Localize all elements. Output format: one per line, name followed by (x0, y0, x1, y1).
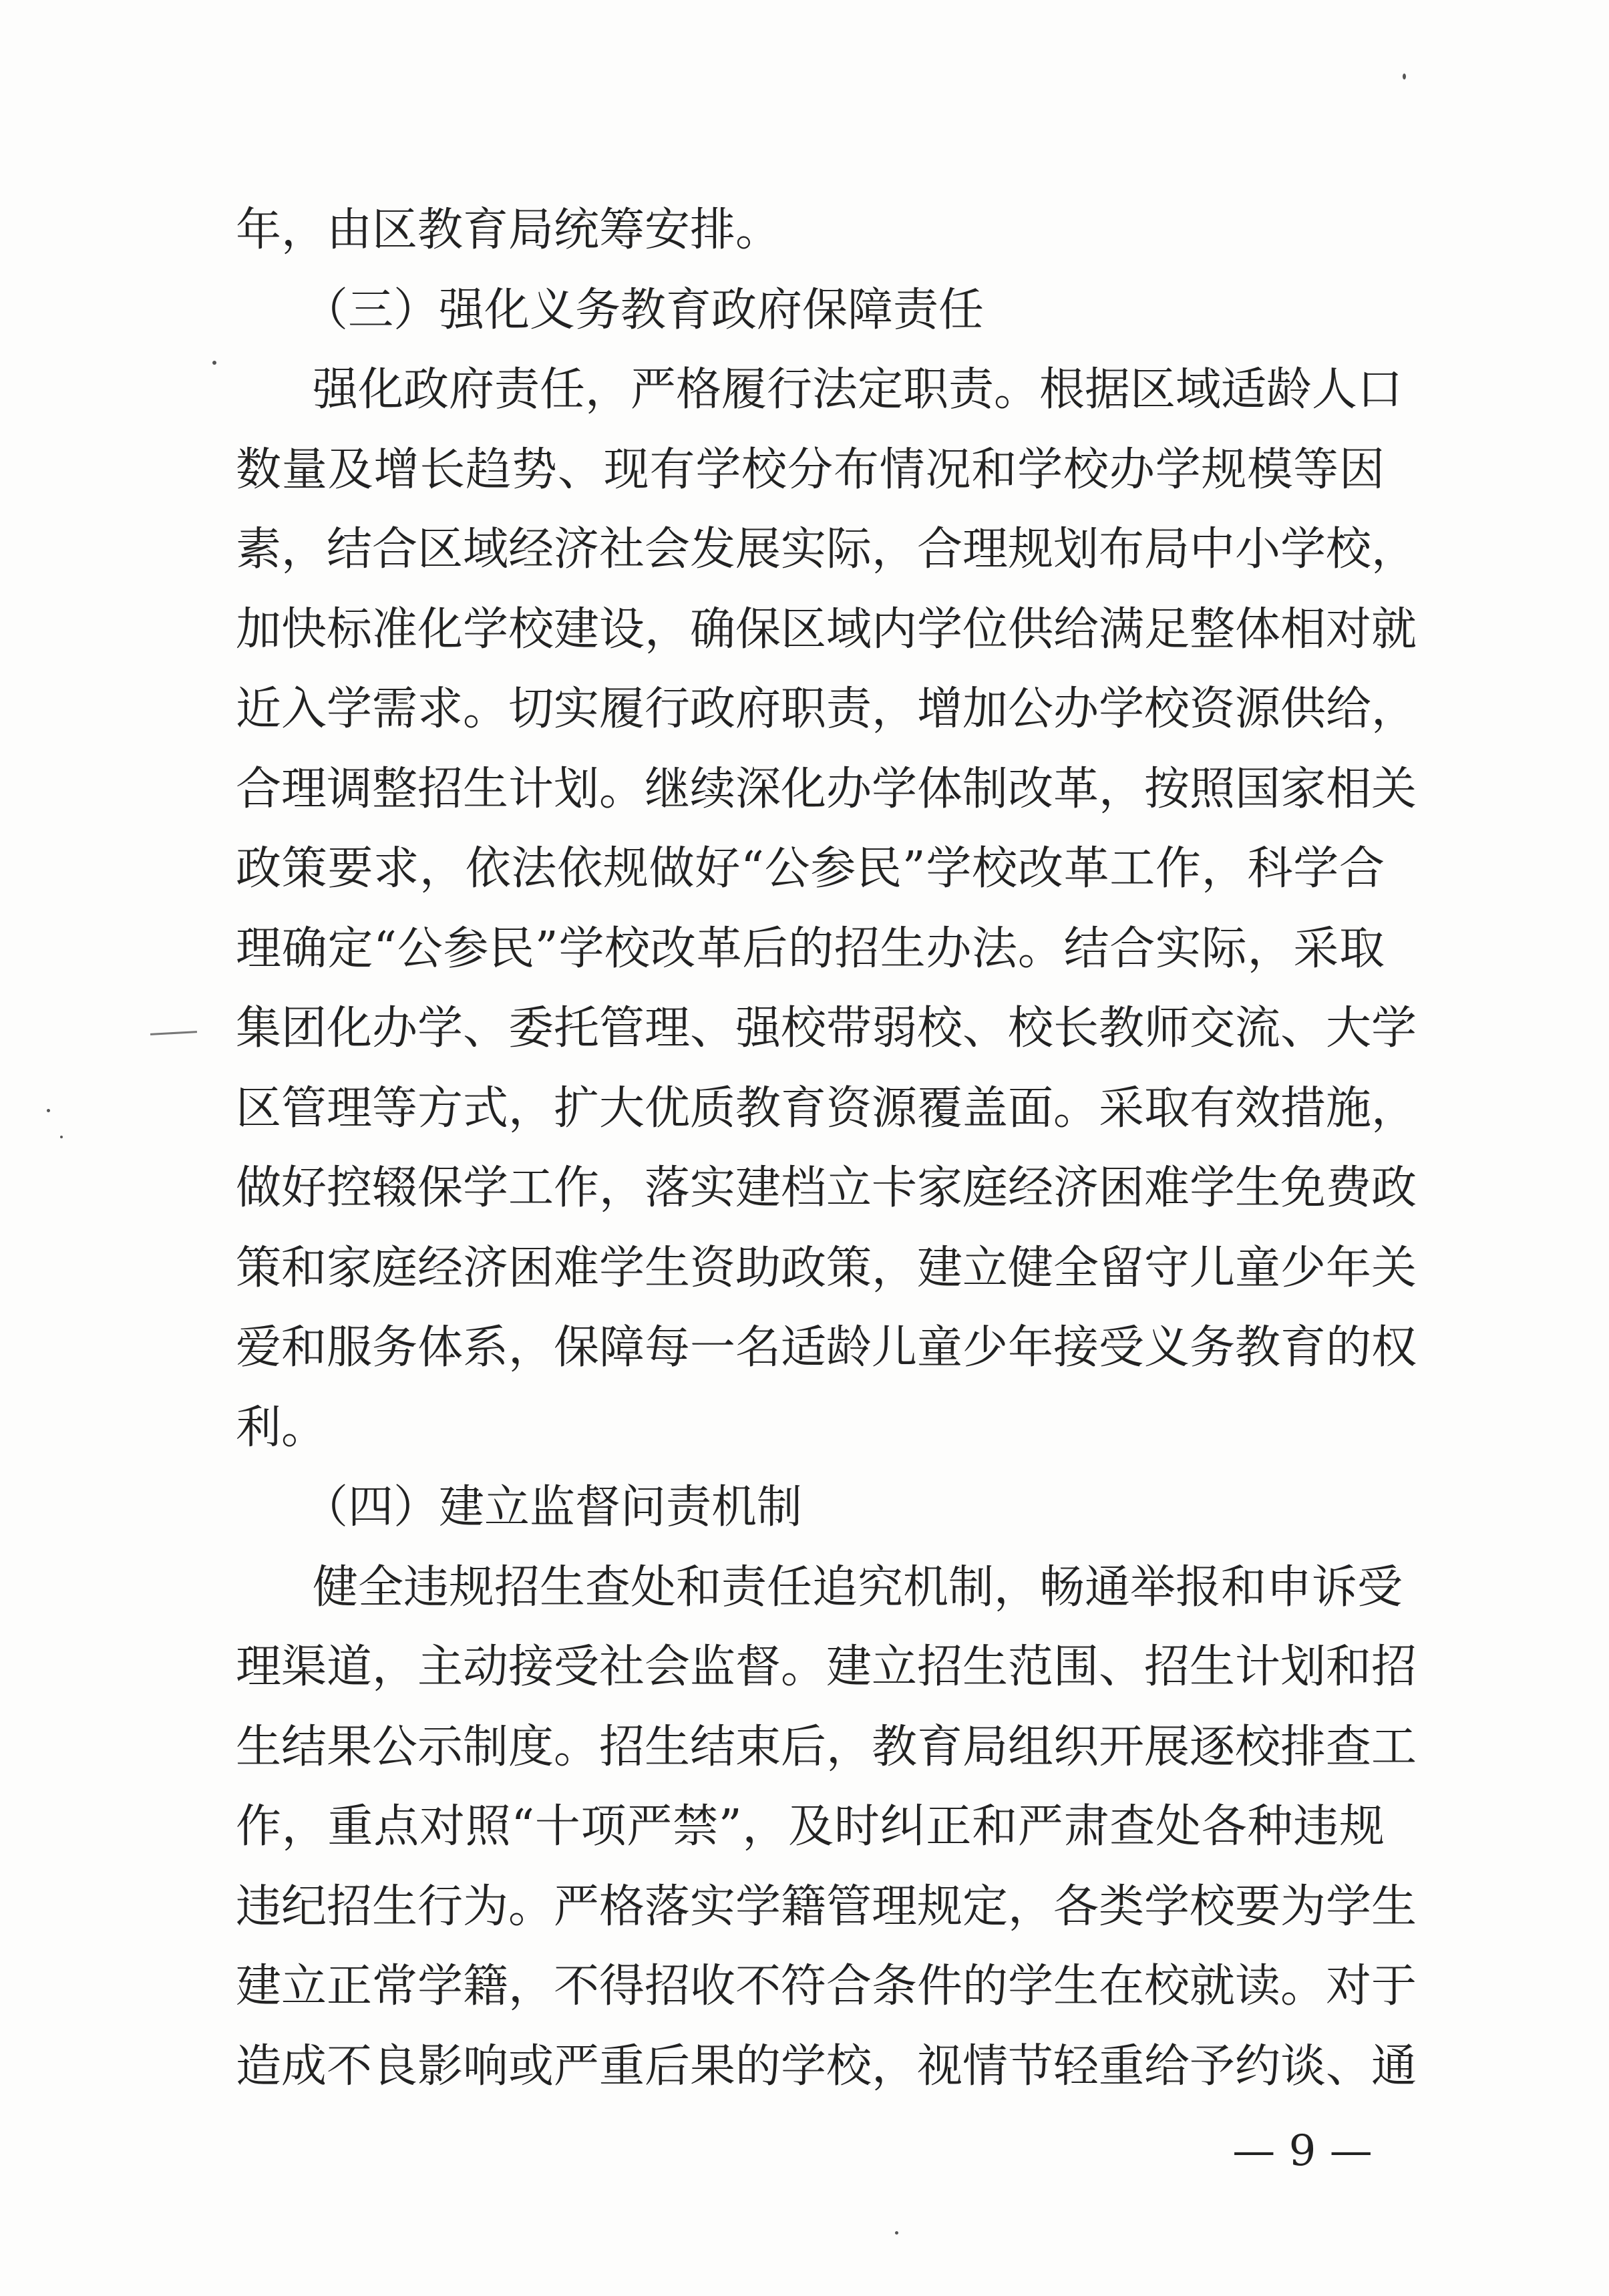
text-line: 健全违规招生查处和责任追究机制，畅通举报和申诉受 (313, 1561, 1403, 1614)
body-text (236, 190, 1417, 2106)
text-line: 作，重点对照“十项严禁”，及时纠正和严肃查处各种违规 (236, 1800, 1385, 1853)
section-heading: （三）强化义务教育政府保障责任 (303, 283, 985, 337)
text-line: 数量及增长趋势、现有学校分布情况和学校办学规模等因 (236, 443, 1385, 496)
text-line: 利。 (236, 1401, 327, 1454)
section-heading: （四）建立监督问责机制 (303, 1481, 803, 1534)
text-line: 近入学需求。切实履行政府职责，增加公办学校资源供给， (236, 683, 1417, 735)
text-line: 造成不良影响或严重后果的学校，视情节轻重给予约谈、通 (236, 2039, 1417, 2093)
scan-scratch (150, 1031, 197, 1035)
scan-speck (60, 1136, 63, 1138)
text-line: 违纪招生行为。严格落实学籍管理规定，各类学校要为学生 (236, 1880, 1417, 1933)
text-line: 建立正常学籍，不得招收不符合条件的学生在校就读。对于 (236, 1960, 1417, 2013)
text-line: 生结果公示制度。招生结束后，教育局组织开展逐校排查工 (236, 1720, 1417, 1774)
text-line: 年，由区教育局统筹安排。 (236, 204, 781, 257)
text-line: 政策要求，依法依规做好“公参民”学校改革工作，科学合 (236, 842, 1385, 895)
text-line: 集团化办学、委托管理、强校带弱校、校长教师交流、大学 (236, 1002, 1417, 1055)
text-line: 合理调整招生计划。继续深化办学体制改革，按照国家相关 (236, 762, 1417, 816)
scan-speck (1403, 73, 1406, 79)
text-line: 理渠道，主动接受社会监督。建立招生范围、招生计划和招 (236, 1641, 1417, 1693)
text-line: 区管理等方式，扩大优质教育资源覆盖面。采取有效措施， (236, 1082, 1417, 1135)
scan-speck (47, 1109, 50, 1112)
page-number: — 9 — (1232, 2126, 1373, 2176)
text-line: 强化政府责任，严格履行法定职责。根据区域适龄人口 (313, 363, 1403, 416)
text-line: 素，结合区域经济社会发展实际，合理规划布局中小学校， (236, 523, 1417, 576)
text-line: 理确定“公参民”学校改革后的招生办法。结合实际，采取 (236, 922, 1385, 975)
text-line: 策和家庭经济困难学生资助政策，建立健全留守儿童少年关 (236, 1241, 1417, 1295)
scan-speck (212, 361, 216, 365)
scan-speck (895, 2231, 898, 2235)
text-line: 加快标准化学校建设，确保区域内学位供给满足整体相对就 (236, 603, 1417, 656)
text-line: 爱和服务体系，保障每一名适龄儿童少年接受义务教育的权 (236, 1321, 1417, 1374)
text-line: 做好控辍保学工作，落实建档立卡家庭经济困难学生免费政 (236, 1162, 1417, 1214)
